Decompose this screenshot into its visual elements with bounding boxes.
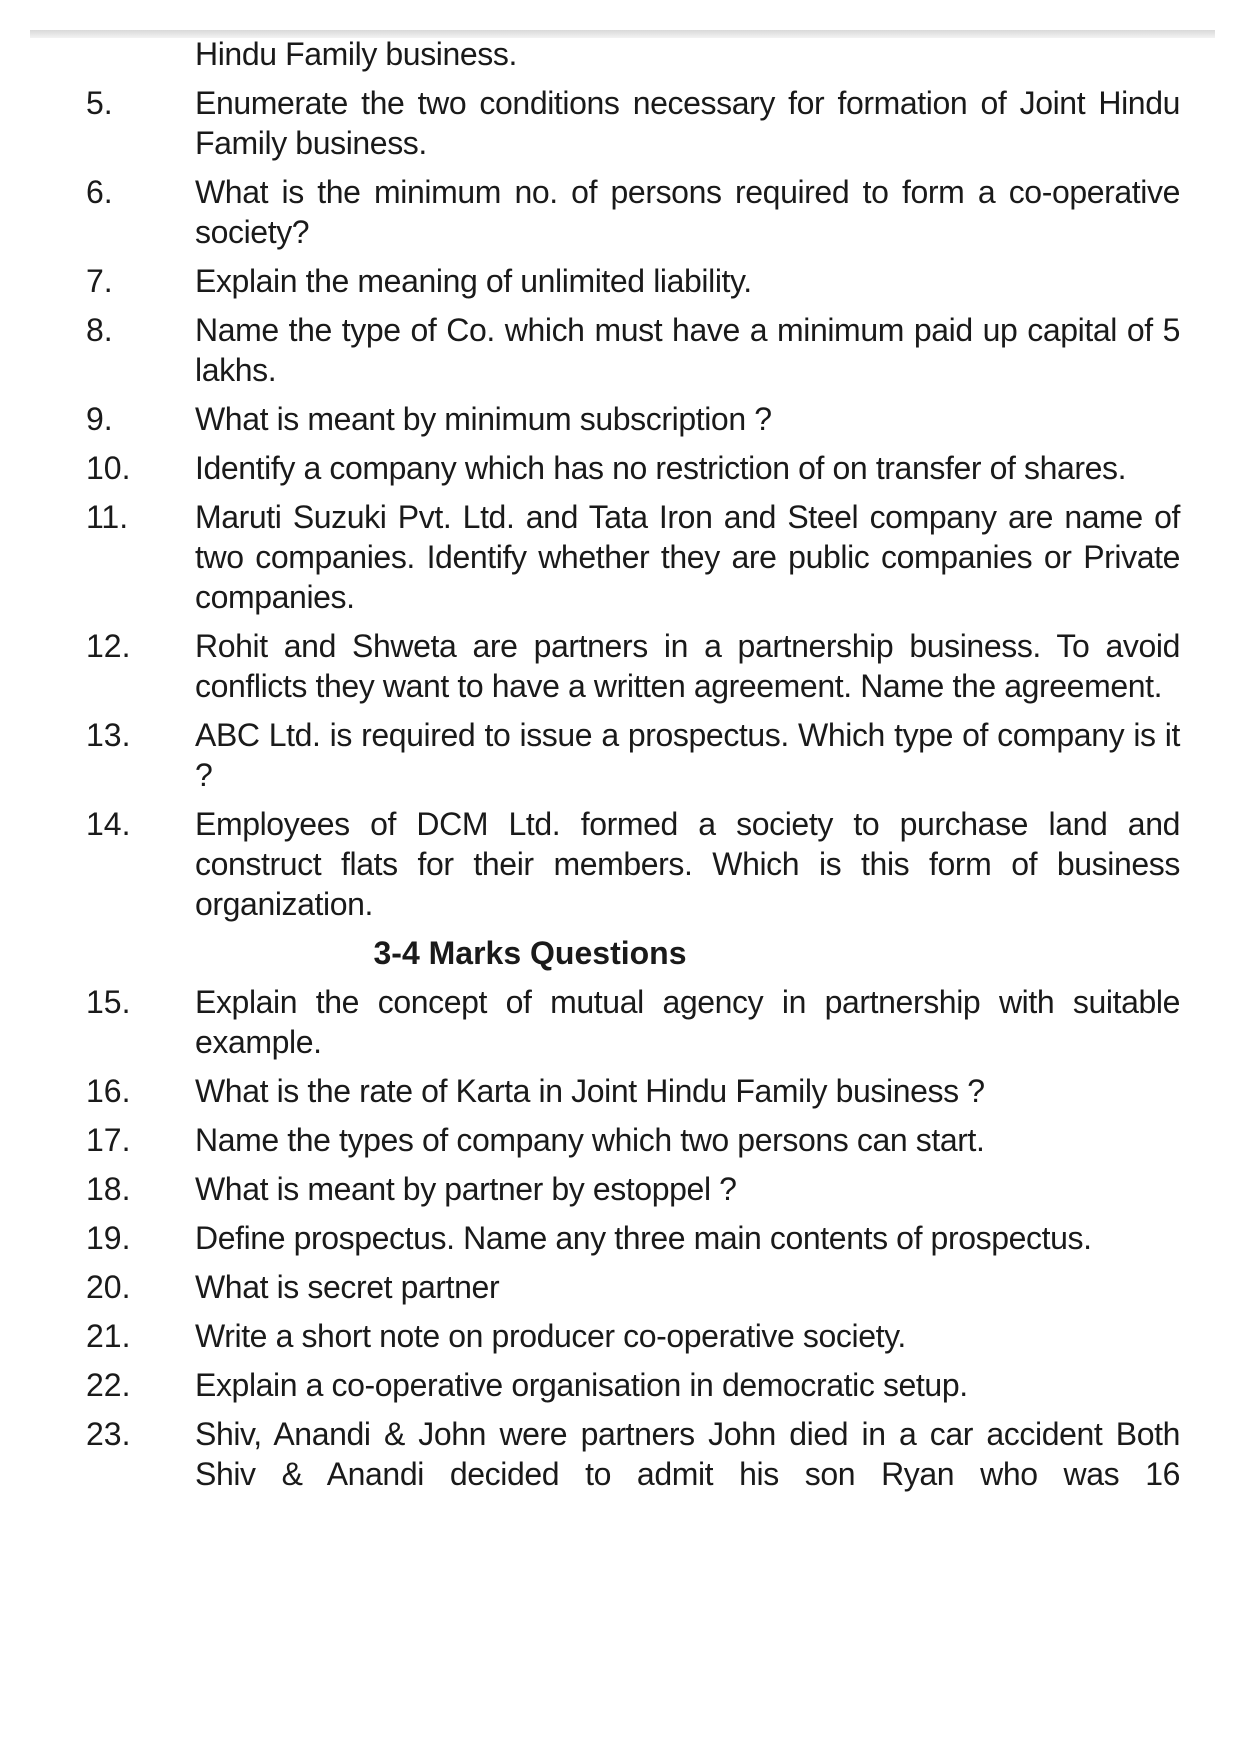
- question-item: [0, 261, 1240, 301]
- question-number: 17.: [86, 1122, 131, 1158]
- question-item: [0, 982, 1240, 1062]
- question-number: 19.: [86, 1220, 131, 1256]
- question-item: [0, 310, 1240, 390]
- question-text: Enumerate the two conditions necessary for formation of Joint Hindu Family business.: [195, 85, 1180, 161]
- question-number: 14.: [86, 806, 131, 842]
- question-text: What is meant by partner by estoppel ?: [195, 1171, 737, 1207]
- question-number: 16.: [86, 1073, 131, 1109]
- question-number: 15.: [86, 984, 131, 1020]
- question-number: 13.: [86, 717, 131, 753]
- question-text: Explain a co-operative organisation in democratic setup.: [195, 1367, 968, 1403]
- question-number: 18.: [86, 1171, 131, 1207]
- question-number: 23.: [86, 1416, 131, 1452]
- question-item: [0, 626, 1240, 706]
- question-item: [0, 1365, 1240, 1405]
- question-text: Employees of DCM Ltd. formed a society to purchase land and construct flats for their members. Which is this form of business organization.: [195, 806, 1180, 922]
- question-item: [0, 1218, 1240, 1258]
- question-item: [0, 399, 1240, 439]
- question-text: Rohit and Shweta are partners in a partnership business. To avoid conflicts they want to have a written agreement. Name the agreement.: [195, 628, 1180, 704]
- question-text: Maruti Suzuki Pvt. Ltd. and Tata Iron and Steel company are name of two companies. Identify whether they are public companies or Private companies.: [195, 499, 1180, 615]
- question-text: Explain the concept of mutual agency in partnership with suitable example.: [195, 984, 1180, 1060]
- question-item: [0, 83, 1240, 163]
- question-number: 20.: [86, 1269, 131, 1305]
- question-item: [0, 1120, 1240, 1160]
- question-text: Define prospectus. Name any three main contents of prospectus.: [195, 1220, 1092, 1256]
- question-text: Identify a company which has no restriction of on transfer of shares.: [195, 450, 1127, 486]
- question-text: Name the types of company which two persons can start.: [195, 1122, 985, 1158]
- question-text: What is secret partner: [195, 1269, 500, 1305]
- question-number: 12.: [86, 628, 131, 664]
- question-number: 11.: [86, 499, 129, 535]
- continuation-text: Hindu Family business.: [195, 36, 517, 72]
- question-item: [0, 1267, 1240, 1307]
- question-item: [0, 1071, 1240, 1111]
- question-text: What is the minimum no. of persons required to form a co-operative society?: [195, 174, 1180, 250]
- question-text: ABC Ltd. is required to issue a prospectus. Which type of company is it ?: [195, 717, 1180, 793]
- question-number: 7.: [86, 263, 113, 299]
- question-text: What is meant by minimum subscription ?: [195, 401, 772, 437]
- question-item: [0, 172, 1240, 252]
- section-heading: 3-4 Marks Questions: [373, 935, 687, 971]
- question-item: [0, 448, 1240, 488]
- question-number: 10.: [86, 450, 131, 486]
- question-text: Name the type of Co. which must have a minimum paid up capital of 5 lakhs.: [195, 312, 1180, 388]
- question-item: [0, 1316, 1240, 1356]
- question-text: Shiv, Anandi & John were partners John died in a car accident Both Shiv & Anandi decided to admit his son Ryan who was 16: [195, 1416, 1180, 1492]
- question-number: 6.: [86, 174, 113, 210]
- question-number: 8.: [86, 312, 113, 348]
- question-item: [0, 715, 1240, 795]
- question-number: 5.: [86, 85, 113, 121]
- question-page: [0, 34, 1240, 1503]
- question-number: 21.: [86, 1318, 131, 1354]
- question-text: Write a short note on producer co-operative society.: [195, 1318, 906, 1354]
- question-text: What is the rate of Karta in Joint Hindu Family business ?: [195, 1073, 985, 1109]
- question-text: Explain the meaning of unlimited liability.: [195, 263, 752, 299]
- question-number: 9.: [86, 401, 113, 437]
- question-item: [0, 497, 1240, 617]
- question-item: [0, 1414, 1240, 1494]
- question-item: [0, 804, 1240, 924]
- question-item: [0, 1169, 1240, 1209]
- question-number: 22.: [86, 1367, 131, 1403]
